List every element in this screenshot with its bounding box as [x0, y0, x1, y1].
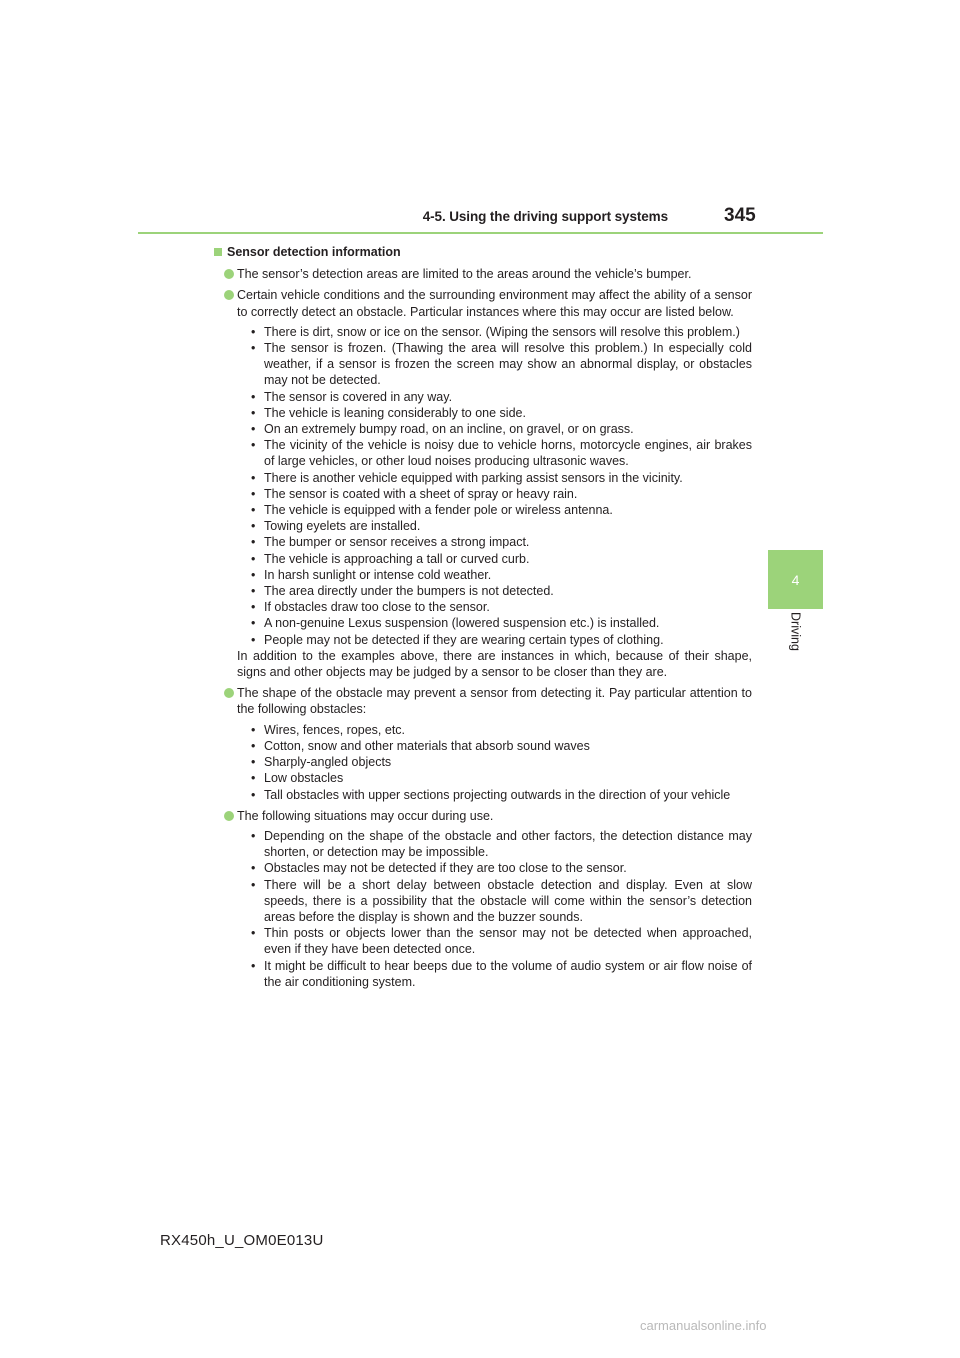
sub-list-item: • The sensor is covered in any way.: [264, 389, 752, 405]
model-code: RX450h_U_OM0E013U: [160, 1232, 324, 1249]
page-number: 345: [724, 205, 756, 226]
sub-list-item: • There is another vehicle equipped with parking assist sensors in the vicinity.: [264, 470, 752, 486]
sub-list-item: • The bumper or sensor receives a strong impact.: [264, 534, 752, 550]
chapter-label: [768, 612, 823, 692]
circle-bullet-icon: [224, 688, 234, 698]
sub-list-item: • The area directly under the bumpers is not detected.: [264, 583, 752, 599]
bullet-item: [224, 266, 752, 282]
subsection-heading: [224, 244, 752, 260]
sub-list-item: • Depending on the shape of the obstacle and other factors, the detection distance may shorten, or detection may be impossible.: [264, 828, 752, 860]
sub-list-item: • The vehicle is approaching a tall or curved curb.: [264, 551, 752, 567]
sub-list-item: • Sharply-angled objects: [264, 754, 752, 770]
sub-list-item: • The sensor is coated with a sheet of spray or heavy rain.: [264, 486, 752, 502]
bullet-text: The following situations may occur during use.: [237, 808, 494, 823]
bullet-text: Certain vehicle conditions and the surrounding environment may affect the ability of a sensor to correctly detect an obstacle. Particular instances where this may occur are listed below.: [237, 288, 752, 319]
sub-list-item: • The vicinity of the vehicle is noisy due to vehicle horns, motorcycle engines, air brakes of large vehicles, or other loud noises producing ultrasonic waves.: [264, 437, 752, 469]
subsection-heading-text: Sensor detection information: [227, 245, 401, 259]
bullet-item: [224, 287, 752, 680]
bullet-note: In addition to the examples above, there are instances in which, because of their shape, signs and other objects may be judged by a sensor to be closer than they are.: [237, 648, 752, 680]
sub-list-item: • There will be a short delay between obstacle detection and display. Even at slow speeds, there is a possibility that the obstacle will come within the sensor’s detection areas before the display is shown and the buzzer sounds.: [264, 877, 752, 926]
circle-bullet-icon: [224, 811, 234, 821]
main-content: [224, 244, 752, 995]
bullet-text: The shape of the obstacle may prevent a sensor from detecting it. Pay particular attention to the following obstacles:: [237, 686, 752, 717]
sub-list-item: • A non-genuine Lexus suspension (lowered suspension etc.) is installed.: [264, 615, 752, 631]
sub-list-item: • Tall obstacles with upper sections projecting outwards in the direction of your vehicle: [264, 787, 752, 803]
sub-list-item: • Wires, fences, ropes, etc.: [264, 722, 752, 738]
sub-list-item: • Obstacles may not be detected if they are too close to the sensor.: [264, 860, 752, 876]
sub-list-item: • It might be difficult to hear beeps due to the volume of audio system or air flow noise of the air conditioning system.: [264, 958, 752, 990]
circle-bullet-icon: [224, 290, 234, 300]
chapter-tab: [768, 550, 823, 609]
chapter-number: 4: [791, 571, 800, 588]
sub-list-item: • The vehicle is leaning considerably to one side.: [264, 405, 752, 421]
header-divider: [138, 232, 823, 234]
section-title: 4-5. Using the driving support systems: [422, 209, 668, 224]
sub-list-item: • In harsh sunlight or intense cold weather.: [264, 567, 752, 583]
sub-list-item: • Low obstacles: [264, 770, 752, 786]
sub-list-item: • Towing eyelets are installed.: [264, 518, 752, 534]
watermark: carmanualsonline.info: [640, 1318, 767, 1333]
chapter-label-text: Driving: [788, 612, 803, 651]
sub-list-item: • The sensor is frozen. (Thawing the area will resolve this problem.) In especially cold weather, if a sensor is frozen the screen may show an abnormal display, or obstacles may not be detected.: [264, 340, 752, 389]
sub-list-item: • There is dirt, snow or ice on the sensor. (Wiping the sensors will resolve this problem.): [264, 324, 752, 340]
sub-list-item: • The vehicle is equipped with a fender pole or wireless antenna.: [264, 502, 752, 518]
bullet-item: [224, 808, 752, 990]
circle-bullet-icon: [224, 269, 234, 279]
bullet-text: The sensor’s detection areas are limited to the areas around the vehicle’s bumper.: [237, 267, 692, 282]
sub-list-item: • People may not be detected if they are wearing certain types of clothing.: [264, 632, 752, 648]
sub-list: [237, 828, 752, 990]
sub-list-item: • On an extremely bumpy road, on an incline, on gravel, or on grass.: [264, 421, 752, 437]
sub-list: [237, 722, 752, 803]
sub-list: [237, 324, 752, 648]
sub-list-item: • Thin posts or objects lower than the sensor may not be detected when approached, even if they have been detected once.: [264, 925, 752, 957]
sub-list-item: • Cotton, snow and other materials that absorb sound waves: [264, 738, 752, 754]
bullet-item: [224, 685, 752, 802]
bullet-list: [224, 266, 752, 990]
sub-list-item: • If obstacles draw too close to the sensor.: [264, 599, 752, 615]
square-bullet-icon: [214, 248, 222, 256]
